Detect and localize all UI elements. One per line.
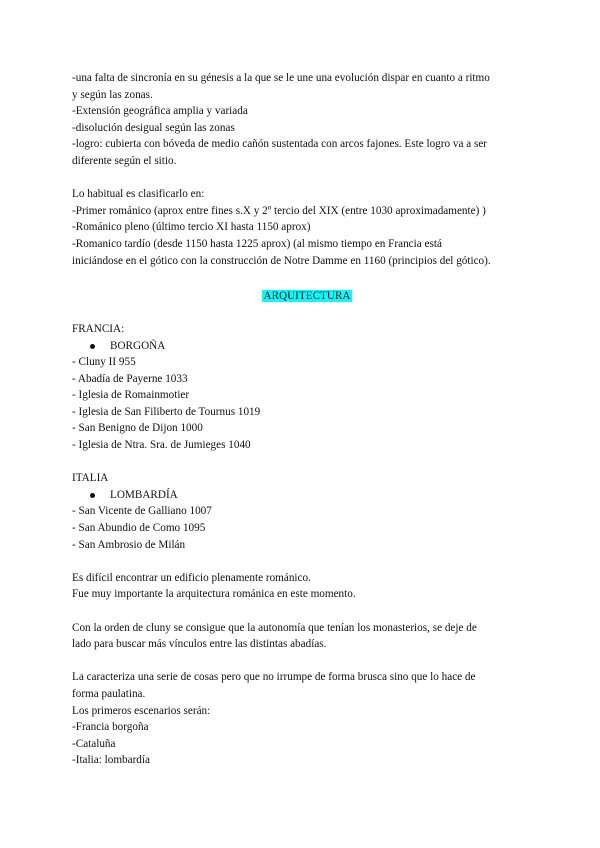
- italia-section: [72, 470, 542, 553]
- paragraph-line: -Cataluña: [72, 737, 116, 750]
- closing-paragraph-2: [72, 620, 542, 653]
- list-item: - San Benigno de Dijon 1000: [72, 422, 203, 435]
- paragraph-line: -Francia borgoña: [72, 721, 149, 734]
- intro-line: y según las zonas.: [72, 88, 153, 101]
- intro-line: diferente según el sitio.: [72, 154, 177, 167]
- spacer: [72, 269, 542, 286]
- intro-line: -logro: cubierta con bóveda de medio cañón sustentada con arcos fajones. Este logro va a ser: [72, 138, 488, 151]
- bullet-icon: [90, 493, 95, 498]
- list-item: - Abadía de Payerne 1033: [72, 372, 188, 385]
- classification-section: [72, 186, 542, 269]
- paragraph-line: Es difícil encontrar un edificio plenamente románico.: [72, 571, 311, 584]
- paragraph-line: lado para buscar más vínculos entre las distintas abadías.: [72, 638, 327, 651]
- spacer: [72, 454, 542, 471]
- classification-heading: Lo habitual es clasificarlo en:: [72, 188, 205, 201]
- paragraph-line: Con la orden de cluny se consigue que la autonomía que tenían los monasterios, se deje de: [72, 621, 477, 634]
- list-item: - Cluny II 955: [72, 356, 136, 369]
- paragraph-line: Fue muy importante la arquitectura románica en este momento.: [72, 588, 356, 601]
- spacer: [72, 553, 542, 570]
- intro-line: -Extensión geográfica amplia y variada: [72, 105, 248, 118]
- list-item: - San Ambrosio de Milán: [72, 538, 186, 551]
- list-item: - Iglesia de Romainmotier: [72, 389, 190, 402]
- paragraph-line: Los primeros escenarios serán:: [72, 704, 211, 717]
- region-bullet: [72, 487, 542, 504]
- classification-item: iniciándose en el gótico con la construcción de Notre Damme en 1160 (principios del gótico).: [72, 254, 491, 267]
- spacer: [72, 170, 542, 187]
- list-item: - Iglesia de San Filiberto de Tournus 1019: [72, 405, 261, 418]
- region-label: LOMBARDÍA: [110, 488, 178, 501]
- spacer: [72, 653, 542, 670]
- paragraph-line: forma paulatina.: [72, 687, 146, 700]
- closing-paragraph-1: [72, 570, 542, 603]
- section-title-wrapper: [72, 288, 542, 305]
- document-page: [72, 70, 542, 769]
- intro-line: -disolución desigual según las zonas: [72, 121, 235, 134]
- spacer: [72, 304, 542, 321]
- paragraph-line: La caracteriza una serie de cosas pero que no irrumpe de forma brusca sino que lo hace de: [72, 671, 476, 684]
- list-item: - San Abundio de Como 1095: [72, 522, 206, 535]
- intro-line: -una falta de sincronía en su génesis a la que se le une una evolución dispar en cuanto a ritmo: [72, 72, 490, 84]
- closing-paragraph-3: [72, 669, 542, 769]
- classification-item: -Románico pleno (último tercio XI hasta 1150 aprox): [72, 221, 311, 234]
- intro-section: [72, 70, 542, 170]
- list-item: - San Vicente de Galliano 1007: [72, 505, 212, 518]
- francia-section: [72, 321, 542, 454]
- region-bullet: [72, 338, 542, 355]
- section-title: ARQUITECTURA: [263, 289, 351, 302]
- country-heading: FRANCIA:: [72, 322, 125, 335]
- classification-item: -Romanico tardío (desde 1150 hasta 1225 aprox) (al mismo tiempo en Francia está: [72, 237, 442, 250]
- country-heading: ITALIA: [72, 472, 109, 485]
- list-item: - Iglesia de Ntra. Sra. de Jumieges 1040: [72, 439, 251, 452]
- spacer: [72, 603, 542, 620]
- region-label: BORGOÑA: [110, 339, 166, 352]
- classification-item: -Primer románico (aprox entre fines s.X y 2º tercio del XIX (entre 1030 aproximadamente) ): [72, 204, 486, 217]
- bullet-icon: [90, 344, 95, 349]
- paragraph-line: -Italia: lombardía: [72, 754, 150, 767]
